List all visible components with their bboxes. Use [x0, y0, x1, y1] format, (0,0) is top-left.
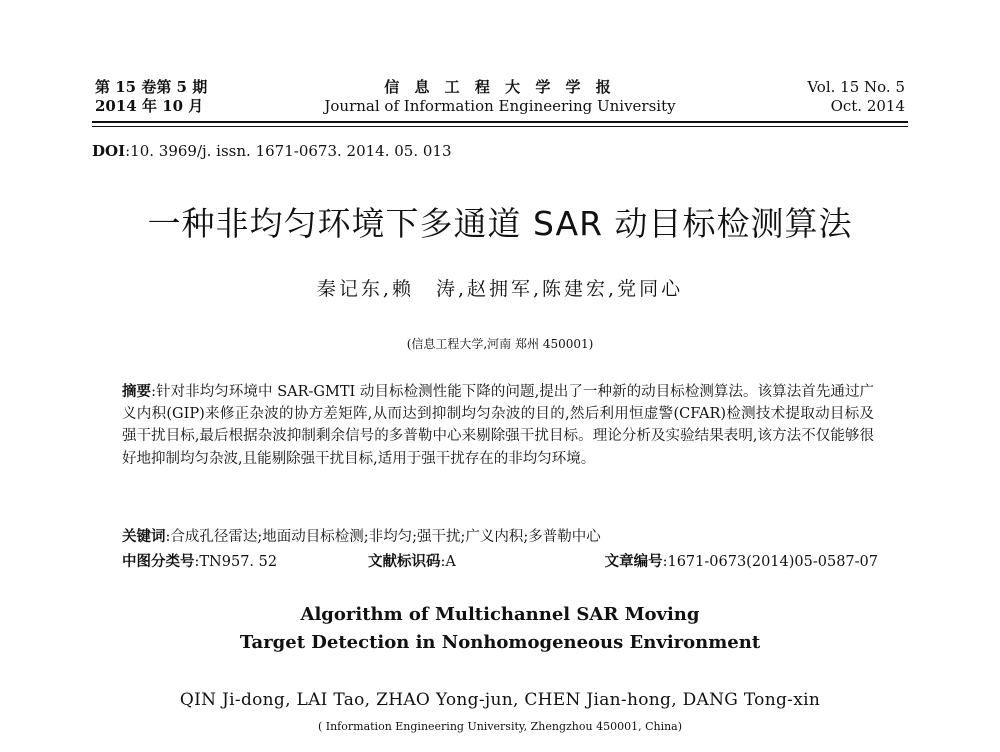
volume-issue-cn: 第 15 卷第 5 期 [95, 78, 208, 96]
doc-code-value: :A [440, 554, 456, 570]
journal-name-en: Journal of Information Engineering University [324, 97, 676, 115]
doc-code-label: 文献标识码 [368, 553, 441, 570]
doi-value: :10. 3969/j. issn. 1671-0673. 2014. 05. 013 [125, 142, 452, 160]
date-en: Oct. 2014 [830, 97, 905, 115]
doi-line [92, 142, 452, 160]
clc-label: 中图分类号 [122, 553, 195, 570]
journal-header [95, 78, 905, 118]
issue-info-en [807, 78, 905, 116]
affiliation-en: ( Information Engineering University, Zhengzhou 450001, China) [317, 720, 683, 733]
article-number [605, 550, 878, 571]
clc-number [122, 550, 277, 571]
keywords-text: :合成孔径雷达;地面动目标检测;非均匀;强干扰;广义内积;多普勒中心 [165, 529, 601, 545]
classification-line [122, 550, 878, 570]
abstract-cn [122, 381, 874, 470]
article-number-value: :1671-0673(2014)05-0587-07 [662, 554, 878, 570]
header-rule-thick [92, 121, 908, 123]
doi-label: DOI [92, 142, 126, 160]
clc-value: :TN957. 52 [194, 554, 278, 570]
abstract-text: :针对非均匀环境中 SAR-GMTI 动目标检测性能下降的问题,提出了一种新的动目标检测算法。该算法首先通过广义内积(GIP)来修正杂波的协方差矩阵,从而达到抑制均匀杂波的目的,然后利用恒虚警(CFAR)检测技术提取动目标及强干扰目标,最后根据杂波抑制剩余信号的多普勒中心来剔除强干扰目标。理论分析及实验结果表明,该方法不仅能够很好地抑制均匀杂波,且能剔除强干扰目标,适用于强干扰存在的非均匀环境。 [122, 384, 875, 467]
authors-en: QIN Ji-dong, LAI Tao, ZHAO Yong-jun, CHEN Jian-hong, DANG Tong-xin [179, 690, 821, 710]
title-en-line1: Algorithm of Multichannel SAR Moving [300, 604, 700, 625]
affiliation-cn: (信息工程大学,河南 郑州 450001) [406, 337, 594, 351]
volume-issue-en: Vol. 15 No. 5 [807, 78, 905, 96]
keywords-cn [122, 525, 601, 546]
paper-title-cn: 一种非均匀环境下多通道 SAR 动目标检测算法 [147, 204, 853, 243]
journal-name [95, 78, 905, 116]
article-number-label: 文章编号 [604, 553, 663, 570]
date-cn: 2014 年 10 月 [95, 97, 204, 115]
journal-name-cn: 信 息 工 程 大 学 学 报 [384, 78, 616, 96]
keywords-label: 关键词 [122, 528, 166, 545]
paper-title-en [0, 601, 1000, 657]
title-en-line2: Target Detection in Nonhomogeneous Environment [239, 632, 761, 653]
document-code [368, 550, 456, 571]
authors-cn: 秦记东,赖 涛,赵拥军,陈建宏,党同心 [316, 278, 684, 300]
header-rule-thin [92, 126, 908, 127]
abstract-label: 摘要 [122, 383, 152, 400]
